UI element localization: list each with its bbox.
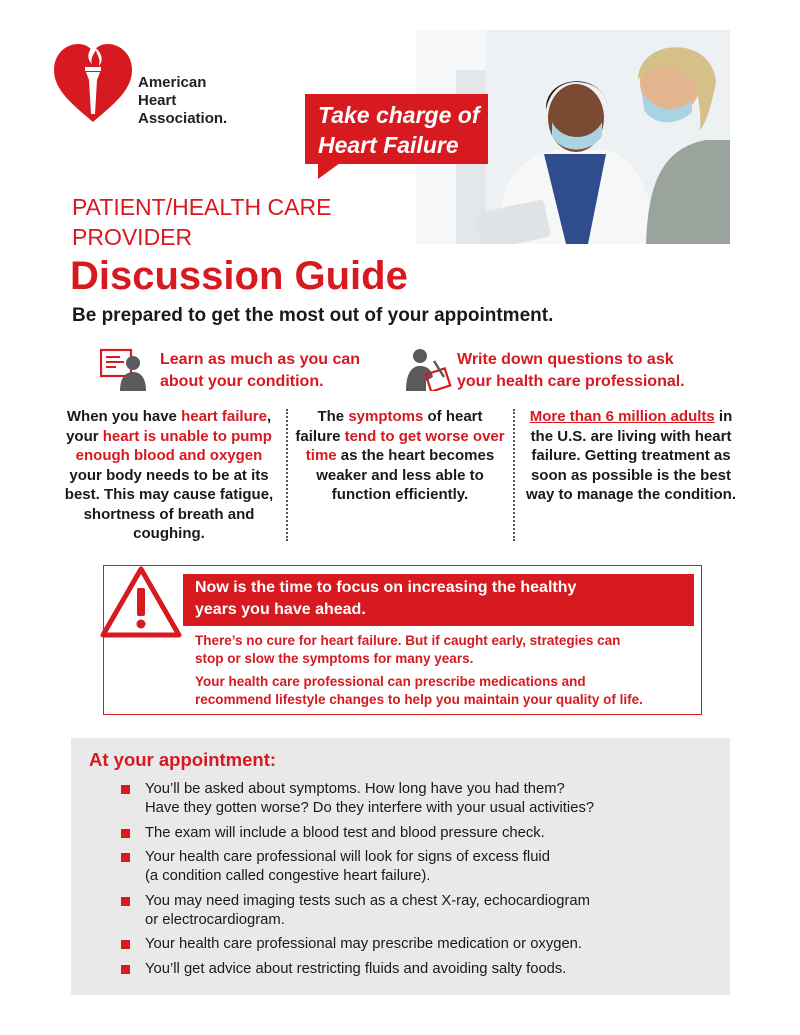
alert-p1-line-2: stop or slow the symptoms for many years.	[195, 651, 474, 666]
warning-triangle-icon	[100, 566, 182, 638]
appointment-title: At your appointment:	[89, 749, 277, 770]
list-item-line-1: The exam will include a blood test and blood pressure check.	[145, 824, 545, 841]
alert-p2-line-2: recommend lifestyle changes to help you maintain your quality of life.	[195, 692, 643, 707]
list-item-line-1: You may need imaging tests such as a chest X-ray, echocardiogram	[145, 892, 590, 909]
alert-headline	[195, 577, 675, 621]
logo-line-3: Association.	[138, 110, 228, 127]
square-bullet-icon	[121, 829, 130, 838]
alert-headline-line-1: Now is the time to focus on increasing the healthy	[195, 579, 577, 596]
person-writing-icon	[404, 347, 454, 391]
col2-text-c: of heart failure	[295, 408, 483, 445]
list-item-line-2: Have they gotten worse? Do they interfere with your usual activities?	[145, 800, 595, 816]
list-item-line-1: Your health care professional will look for signs of excess fluid	[145, 849, 550, 865]
square-bullet-icon	[121, 965, 130, 974]
col1-text-c: , your	[66, 408, 272, 445]
logo-line-2: Heart	[138, 92, 177, 109]
list-item	[118, 848, 708, 886]
fact-column-symptoms	[294, 407, 506, 505]
tagline: Be prepared to get the most out of your appointment.	[72, 305, 554, 326]
alert-headline-line-2: years you have ahead.	[195, 601, 366, 618]
list-item-line-1: You’ll get advice about restricting fluids and avoiding salty foods.	[145, 960, 567, 977]
fact-column-heart-failure	[62, 407, 276, 544]
col2-highlight-worse: tend to get worse over time	[305, 427, 505, 464]
alert-paragraph-no-cure	[195, 632, 695, 668]
square-bullet-icon	[121, 940, 130, 949]
list-item	[118, 892, 708, 930]
logo-wordmark	[138, 74, 227, 128]
subtitle-line-2: PROVIDER	[72, 224, 193, 250]
document-title: Discussion Guide	[70, 254, 408, 298]
list-item-line-2: or electrocardiogram.	[145, 911, 285, 928]
alert-paragraph-prescribe	[195, 673, 695, 709]
list-item-line-1: You’ll be asked about symptoms. How long have you had them?	[145, 781, 565, 797]
square-bullet-icon	[121, 897, 130, 906]
list-item	[118, 780, 708, 818]
column-divider	[286, 409, 288, 541]
callout-tail	[318, 163, 340, 179]
col3-text-b: in the U.S. are living with heart failure. Getting treatment as soon as possible is the best way to manage the condition.	[525, 408, 737, 503]
tip-learn-line-2: about your condition.	[160, 373, 324, 390]
tip-write-questions	[457, 349, 727, 393]
col2-text-e: as the heart becomes weaker and less able to function efficiently.	[316, 447, 495, 503]
col2-highlight-symptoms: symptoms	[348, 408, 424, 425]
subtitle-line-1: PATIENT/HEALTH CARE	[72, 194, 332, 220]
alert-p2-line-1: Your health care professional can prescribe medications and	[195, 674, 586, 689]
col1-highlight-heart-failure: heart failure	[181, 408, 267, 425]
square-bullet-icon	[121, 785, 130, 794]
list-item	[118, 960, 708, 979]
column-divider	[513, 409, 515, 541]
col2-text-a: The	[317, 408, 349, 425]
col1-text-e: your body needs to be at its best. This may cause fatigue, shortness of breath and coughing.	[64, 466, 274, 542]
list-item	[118, 824, 708, 843]
document-subtitle	[72, 192, 412, 252]
col1-highlight-pump: heart is unable to pump enough blood and oxygen	[75, 427, 272, 464]
col3-highlight-six-million: More than 6 million adults	[529, 408, 715, 425]
learning-at-computer-icon	[100, 347, 150, 391]
alert-p1-line-1: There’s no cure for heart failure. But if caught early, strategies can	[195, 633, 621, 648]
appointment-list	[118, 780, 708, 984]
list-item-line-1: Your health care professional may prescribe medication or oxygen.	[145, 936, 583, 952]
callout-line-1: Take charge of	[318, 102, 480, 128]
tip-learn	[160, 349, 390, 393]
callout-line-2: Heart Failure	[318, 132, 459, 158]
heart-torch-logo-icon	[52, 36, 134, 126]
logo-line-1: American	[138, 74, 207, 91]
col1-text-a: When you have	[66, 408, 182, 425]
tip-write-line-2: your health care professional.	[457, 373, 685, 390]
callout-text	[318, 100, 483, 160]
list-item	[118, 935, 708, 954]
tip-learn-line-1: Learn as much as you can	[160, 351, 361, 368]
aha-logo	[52, 36, 252, 136]
list-item-line-2: (a condition called congestive heart failure).	[145, 868, 431, 884]
fact-column-statistics	[524, 407, 738, 505]
tip-write-line-1: Write down questions to ask	[457, 351, 674, 368]
square-bullet-icon	[121, 853, 130, 862]
